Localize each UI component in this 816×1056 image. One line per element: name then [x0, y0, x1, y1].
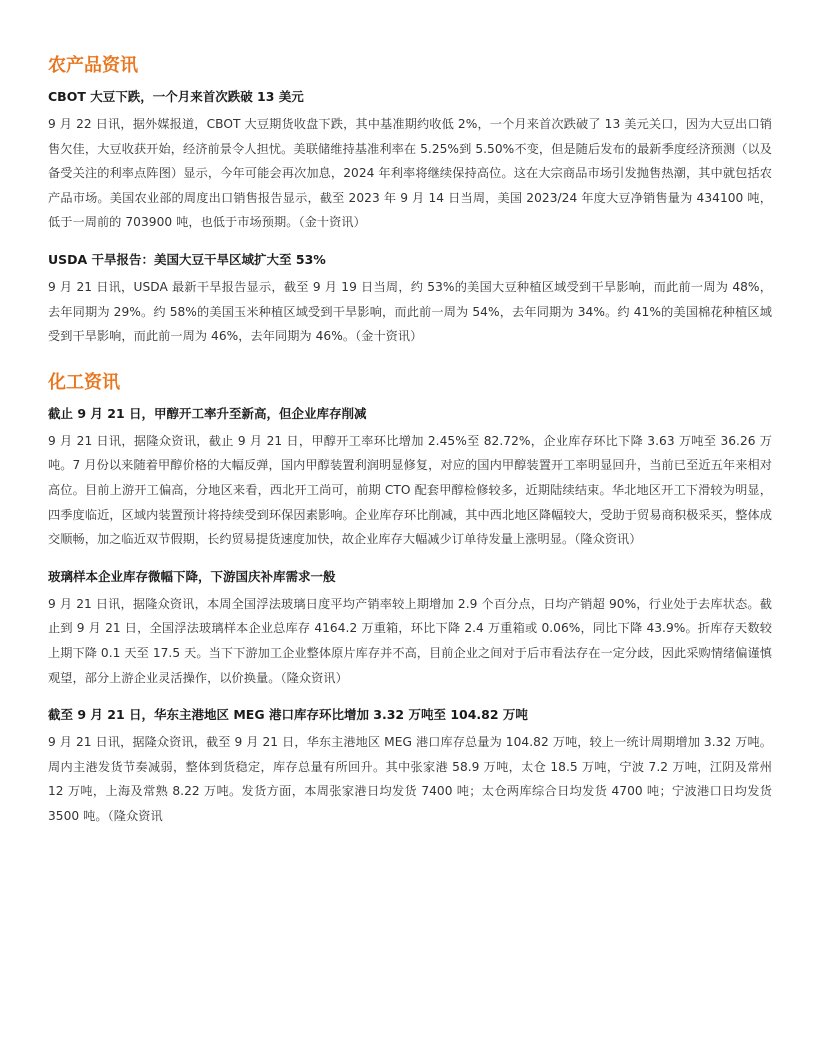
- article-headline: 玻璃样本企业库存微幅下降，下游国庆补库需求一般: [48, 568, 336, 584]
- article-body: 9 月 21 日讯，USDA 最新干旱报告显示，截至 9 月 19 日当周，约 53%的美国大豆种植区域受到干旱影响，而此前一周为 48%，去年同期为 29%。约 58%的美国玉米种植区域受到干旱影响，而此前一周为 54%，去年同期为 34%。约 41%的美国棉花种植区域受到干旱影响，而此前一周为 46%，去年同期为 46%。（金十资讯）: [48, 279, 772, 344]
- article-body: 9 月 21 日讯，据隆众资讯，截至 9 月 21 日，华东主港地区 MEG 港口库存总量为 104.82 万吨，较上一统计周期增加 3.32 万吨。周内主港发货节奏减弱，整体到货稳定，库存总量有所回升。其中张家港 58.9 万吨，太仓 18.5 万吨，宁波 7.2 万吨，江阴及常州 12 万吨，上海及常熟 8.22 万吨。发货方面，本周张家港日均发货 7400 吨；太仓两库综合日均发货 4700 吨；宁波港口日均发货 3500 吨。（隆众资讯: [48, 735, 772, 823]
- article-glass: [48, 568, 772, 690]
- article-headline: CBOT 大豆下跌，一个月来首次跌破 13 美元: [48, 89, 304, 104]
- document-content: [48, 52, 772, 844]
- article-body: 9 月 21 日讯，据隆众资讯，截止 9 月 21 日，甲醇开工率环比增加 2.45%至 82.72%，企业库存环比下降 3.63 万吨至 36.26 万吨。7 月份以来随着甲醇价格的大幅反弹，国内甲醇装置利润明显修复，对应的国内甲醇装置开工率明显回升，当前已至近五年来相对高位。目前上游开工偏高，分地区来看，西北开工尚可，前期 CTO 配套甲醇检修较多，近期陆续结束。华北地区开工下滑较为明显，四季度临近，区域内装置预计将持续受到环保因素影响。企业库存环比削减，其中西北地区降幅较大，受助于贸易商积极采买，整体成交顺畅，加之临近双节假期，长约贸易提货速度加快，故企业库存大幅减少订单待发量上涨明显。（隆众资讯）: [48, 433, 772, 547]
- article-headline: USDA 干旱报告：美国大豆干旱区域扩大至 53%: [48, 251, 326, 267]
- article-body: 9 月 21 日讯，据隆众资讯，本周全国浮法玻璃日度平均产销率较上期增加 2.9 个百分点，日均产销超 90%，行业处于去库状态。截止到 9 月 21 日，全国浮法玻璃样本企业总库存 4164.2 万重箱，环比下降 2.4 万重箱或 0.06%，同比下降 43.9%。折库存天数较上期下降 0.1 天至 17.5 天。当下下游加工企业整体原片库存并不高，目前企业之间对于后市看法存在一定分歧，因此采购情绪偏谨慎观望，部分上游企业灵活操作，以价换量。（隆众资讯）: [48, 596, 772, 685]
- article-usda-drought: [48, 251, 772, 349]
- article-cbot-soybean: [48, 88, 772, 235]
- article-headline: 截止 9 月 21 日，甲醇开工率升至新高，但企业库存削减: [48, 405, 367, 421]
- article-body: 9 月 22 日讯，据外媒报道，CBOT 大豆期货收盘下跌，其中基准期约收低 2%，一个月来首次跌破了 13 美元关口，因为大豆出口销售欠佳，大豆收获开始，经济前景令人担忧。美联储维持基准利率在 5.25%到 5.50%不变，但是随后发布的最新季度经济预测（以及备受关注的利率点阵图）显示，今年可能会再次加息，2024 年利率将继续保持高位。这在大宗商品市场引发抛售热潮，其中就包括农产品市场。美国农业部的周度出口销售报告显示，截至 2023 年 9 月 14 日当周，美国 2023/24 年度大豆净销售量为 434100 吨，低于一周前的 703900 吨，也低于市场预期。（金十资讯）: [48, 117, 772, 230]
- article-meg: [48, 706, 772, 828]
- article-methanol: [48, 405, 772, 552]
- article-headline: 截至 9 月 21 日，华东主港地区 MEG 港口库存环比增加 3.32 万吨至 104.82 万吨: [48, 707, 528, 723]
- section-title-agriculture: 农产品资讯: [48, 55, 138, 76]
- section-title-chemical: 化工资讯: [48, 371, 120, 393]
